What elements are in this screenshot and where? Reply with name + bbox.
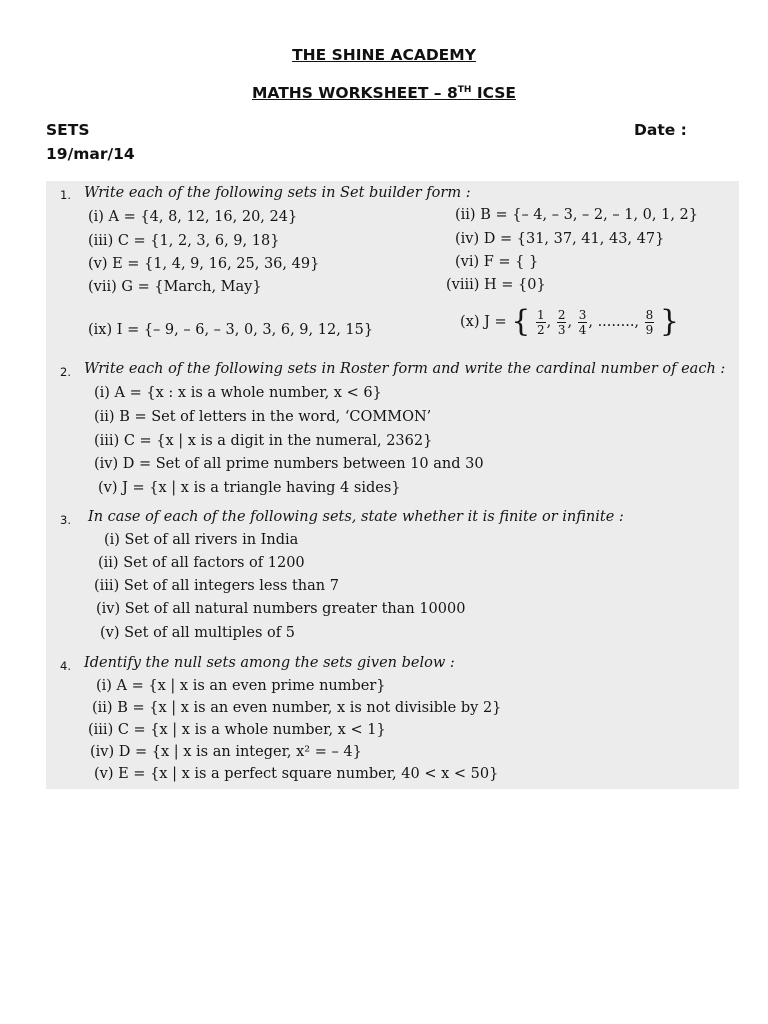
date-value: 19/mar/14 [46, 145, 135, 163]
q1-item-vii: (vii) G = {March, May} [88, 279, 262, 295]
date-label: Date : [634, 121, 687, 139]
question-number: 4. [60, 659, 71, 673]
q1-item-x: (x) J = { $\frac{1}{2}$ , $\frac{2}{3}$ , $\frac{3}{4}$ , ........, $\frac{8}{9}$ } [460, 304, 679, 339]
q1-item-v: (v) E = {1, 4, 9, 16, 25, 36, 49} [88, 256, 320, 272]
q2-item-v: (v) J = {x | x is a triangle having 4 sides} [98, 480, 401, 496]
worksheet-title: MATHS WORKSHEET – 8TH ICSE [251, 84, 516, 102]
q1-item-iv: (iv) D = {31, 37, 41, 43, 47} [455, 231, 665, 247]
fraction: $\frac{1}{2}$ [536, 307, 545, 337]
question-number: 1. [60, 188, 71, 202]
q4-item-ii: (ii) B = {x | x is an even number, x is not divisible by 2} [92, 700, 502, 716]
q3-item-i: (i) Set of all rivers in India [104, 532, 299, 548]
question-number: 3. [60, 513, 71, 527]
q3-item-ii: (ii) Set of all factors of 1200 [98, 555, 305, 571]
q2-item-ii: (ii) B = Set of letters in the word, ‘COMMON’ [94, 409, 432, 425]
school-title: THE SHINE ACADEMY [292, 46, 476, 64]
fraction: $\frac{8}{9}$ [645, 307, 654, 337]
q1-item-ii: (ii) B = {– 4, – 3, – 2, – 1, 0, 1, 2} [455, 207, 698, 223]
q2-item-i: (i) A = {x : x is a whole number, x < 6} [94, 385, 382, 401]
q2-item-iv: (iv) D = Set of all prime numbers between 10 and 30 [94, 456, 484, 472]
q3-item-iv: (iv) Set of all natural numbers greater than 10000 [96, 601, 466, 617]
q3-item-iii: (iii) Set of all integers less than 7 [94, 578, 339, 594]
q4-item-i: (i) A = {x | x is an even prime number} [96, 678, 386, 694]
q3-item-v: (v) Set of all multiples of 5 [100, 625, 295, 641]
fraction: $\frac{2}{3}$ [557, 307, 566, 337]
question-heading: Write each of the following sets in Roster form and write the cardinal number of each : [84, 361, 726, 377]
question-number: 2. [60, 365, 71, 379]
q2-item-iii: (iii) C = {x | x is a digit in the numeral, 2362} [94, 433, 433, 449]
q1-item-i: (i) A = {4, 8, 12, 16, 20, 24} [88, 209, 298, 225]
q1-item-iii: (iii) C = {1, 2, 3, 6, 9, 18} [88, 233, 280, 249]
scanned-questions [46, 181, 739, 789]
q4-item-v: (v) E = {x | x is a perfect square number, 40 < x < 50} [94, 766, 499, 782]
q1-item-vi: (vi) F = { } [455, 254, 539, 270]
q4-item-iii: (iii) C = {x | x is a whole number, x < 1} [88, 722, 386, 738]
topic-label: SETS [46, 121, 90, 139]
question-heading: Identify the null sets among the sets given below : [84, 655, 455, 671]
question-heading: Write each of the following sets in Set builder form : [84, 185, 471, 201]
q1-item-ix: (ix) I = {– 9, – 6, – 3, 0, 3, 6, 9, 12, 15} [88, 322, 374, 338]
question-heading: In case of each of the following sets, state whether it is finite or infinite : [88, 509, 624, 525]
q1-item-viii: (viii) H = {0} [446, 277, 546, 293]
fraction: $\frac{3}{4}$ [578, 307, 587, 337]
q4-item-iv: (iv) D = {x | x is an integer, x² = – 4} [90, 744, 362, 760]
